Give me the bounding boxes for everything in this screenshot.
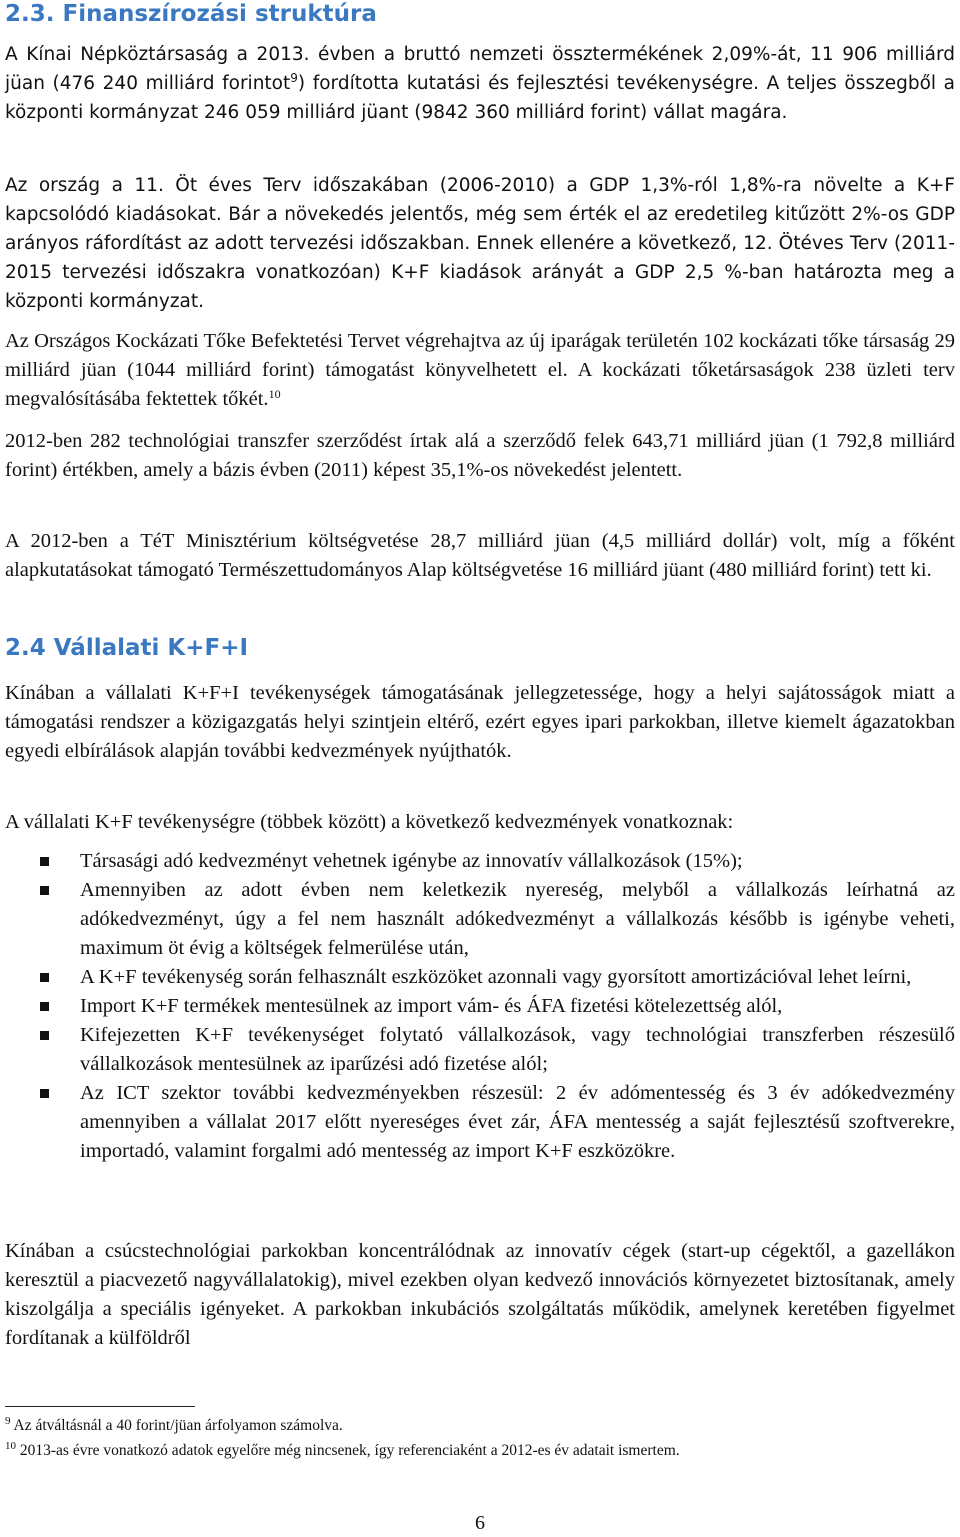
paragraph-five-year-plan: Az ország a 11. Öt éves Terv időszakában (2006-2010) a GDP 1,3%-ról 1,8%-ra növelte a K+F kapcsolódó kiadásokat. Bár a növekedés jelentős, még sem érték el az eredetileg kitűzött 2%-os GDP arányos ráfordítást az adott tervezési időszakban. Ennek ellenére a következő, 12. Ötéves Terv (2011-2015 tervezési időszakra vonatkozóan) K+F kiadások arányát a GDP 2,5 %-ban határozta meg a központi kormányzat. <box>5 175 955 312</box>
footnote-9: $^9$ Az átváltásnál a 40 forint/jüan árfolyamon számolva. <box>5 1415 343 1434</box>
list-item: A K+F tevékenység során felhasznált eszközöket azonnali vagy gyorsított amortizációval lehet leírni, <box>5 963 955 992</box>
paragraph-venture-capital: Az Országos Kockázati Tőke Befektetési Tervet végrehajtva az új iparágak területén 102 kockázati tőke társaság 29 milliárd jüan (1044 milliárd forint) támogatást könyvelhetett el. A kockázati tőketársaságok 238 üzleti terv megvalósításába fektettek tőkét.$^{10}$ <box>5 330 955 410</box>
square-bullet-icon <box>40 886 49 895</box>
square-bullet-icon <box>40 1031 49 1040</box>
paragraph-corporate-rdi: Kínában a vállalati K+F+I tevékenységek támogatásának jellegzetessége, hogy a helyi sajátosságok miatt a támogatási rendszer a közigazgatás helyi szintjein eltérő, ezért egyes ipari parkokban, illetve kiemelt ágazatokban egyedi elbírálások alapján további kedvezmények nyújthatók. <box>5 682 955 762</box>
footnote-10: $^{10}$ 2013-as évre vonatkozó adatok egyelőre még nincsenek, így referenciaként a 2012-es év adatait ismertem. <box>5 1440 680 1459</box>
footnote-ref-10: 10 <box>268 387 281 401</box>
list-item: Import K+F termékek mentesülnek az import vám- és ÁFA fizetési kötelezettség alól, <box>5 992 955 1021</box>
square-bullet-icon <box>40 1002 49 1011</box>
paragraph-ministry-budget: A 2012-ben a TéT Minisztérium költségvetése 28,7 milliárd jüan (4,5 milliárd dollár) volt, míg a főként alapkutatásokat támogató Természettudományos Alap költségvetése 16 milliárd jüant (480 milliárd forint) tett ki. <box>5 530 955 581</box>
page-number: 6 <box>475 1512 485 1534</box>
paragraph-hightech-parks: Kínában a csúcstechnológiai parkokban koncentrálódnak az innovatív cégek (start-up cégektől, a gazellákon keresztül a piacvezető nagyvállalatokig), mivel ezekben olyan kedvező innovációs környezetet biztosítanak, amely kiszolgálja a speciális igényeket. A parkokban inkubációs szolgáltatás működik, amelynek keretében figyelmet fordítanak a külföldről <box>5 1240 955 1349</box>
section-heading-2-4: 2.4 Vállalati K+F+I <box>5 635 249 661</box>
square-bullet-icon <box>40 1089 49 1098</box>
list-item: Társasági adó kedvezményt vehetnek igénybe az innovatív vállalkozások (15%); <box>5 847 955 876</box>
list-item: Az ICT szektor további kedvezményekben részesül: 2 év adómentesség és 3 év adókedvezmény amennyiben a vállalat 2017 előtt nyereséges évet zár, ÁFA mentesség a saját fejlesztésű szoftverekre, importadó, valamint forgalmi adó mentesség az import K+F eszközökre. <box>5 1079 955 1166</box>
benefits-list <box>5 847 955 1166</box>
footnote-ref-9: 9 <box>290 71 298 85</box>
section-heading-2-3: 2.3. Finanszírozási struktúra <box>5 1 377 27</box>
square-bullet-icon <box>40 973 49 982</box>
paragraph-technology-transfer: 2012-ben 282 technológiai transzfer szerződést írtak alá a szerződő felek 643,71 milliárd jüan (1 792,8 milliárd forint) értékben, amely a bázis évben (2011) képest 35,1%-os növekedést jelentett. <box>5 430 955 481</box>
footnote-divider <box>5 1406 195 1407</box>
list-item: Amennyiben az adott évben nem keletkezik nyereség, melyből a vállalkozás leírhatná az adókedvezményt, úgy a fel nem használt adókedvezményt a vállalkozás később is igénybe veheti, maximum öt évig a költségek felmerülése után, <box>5 876 955 963</box>
paragraph-benefits-intro: A vállalati K+F tevékenységre (többek között) a következő kedvezmények vonatkoznak: <box>5 811 734 833</box>
paragraph-funding-2013: A Kínai Népköztársaság a 2013. évben a bruttó nemzeti össztermékének 2,09%-át, 11 906 milliárd jüan (476 240 milliárd forintot$^9$) fordította kutatási és fejlesztési tevékenységre. A teljes összegből a központi kormányzat 246 059 milliárd jüant (9842 360 milliárd forint) vállat magára. <box>5 44 956 123</box>
square-bullet-icon <box>40 857 49 866</box>
list-item: Kifejezetten K+F tevékenységet folytató vállalkozások, vagy technológiai transzferben részesülő vállalkozások mentesülnek az iparűzési adó fizetése alól; <box>5 1021 955 1079</box>
